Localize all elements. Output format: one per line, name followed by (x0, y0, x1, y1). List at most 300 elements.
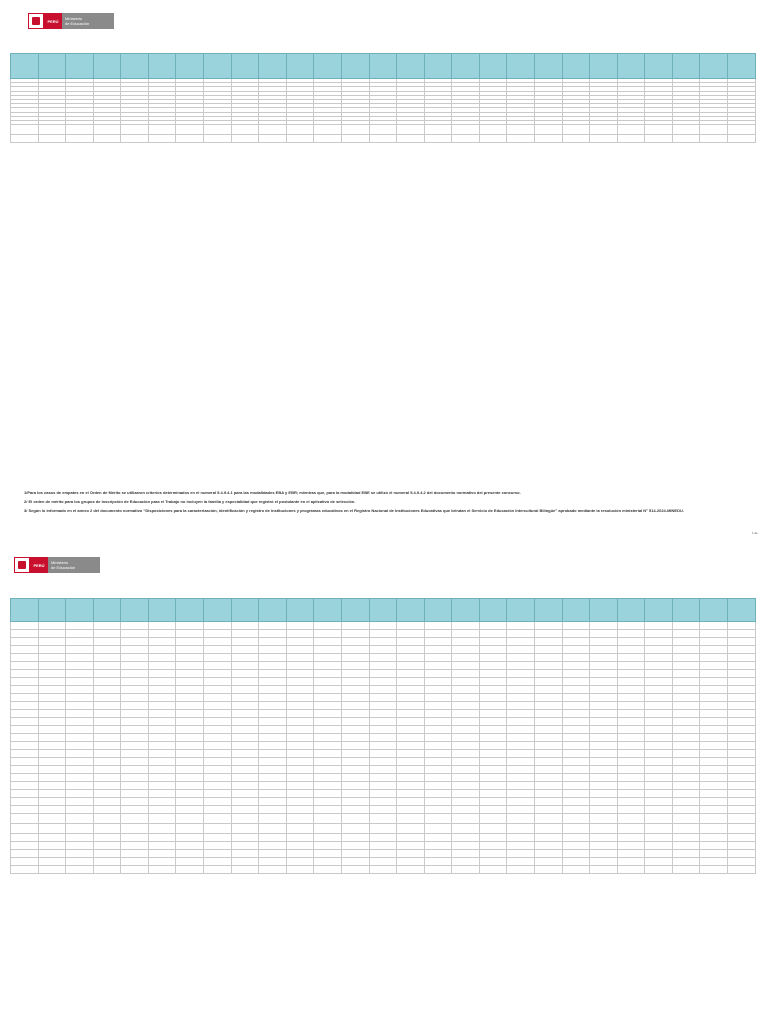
table-cell (148, 726, 176, 734)
table-cell (286, 678, 314, 686)
table-cell (507, 135, 535, 143)
table-cell (148, 718, 176, 726)
table-cell (590, 718, 618, 726)
table-cell (231, 766, 259, 774)
table-cell (204, 824, 232, 834)
table-cell (38, 806, 66, 814)
table-cell (479, 858, 507, 866)
table-cell (204, 686, 232, 694)
header-cell (286, 54, 314, 79)
table-cell (479, 726, 507, 734)
table-cell (728, 750, 756, 758)
table-cell (397, 790, 425, 798)
table-cell (397, 866, 425, 874)
header-cell (672, 54, 700, 79)
table-cell (286, 630, 314, 638)
table-cell (148, 866, 176, 874)
table-cell (562, 750, 590, 758)
table-cell (121, 766, 149, 774)
table-cell (204, 850, 232, 858)
table-cell (148, 782, 176, 790)
table-cell (341, 726, 369, 734)
table-cell (231, 702, 259, 710)
table-cell (286, 758, 314, 766)
table-cell (121, 630, 149, 638)
table-cell (286, 686, 314, 694)
table-cell (11, 858, 39, 866)
table-cell (38, 814, 66, 824)
header-cell (314, 599, 342, 622)
header-cell (259, 599, 287, 622)
table-cell (590, 758, 618, 766)
table-cell (314, 790, 342, 798)
table-cell (369, 638, 397, 646)
table-cell (452, 774, 480, 782)
table-cell (479, 806, 507, 814)
table-cell (397, 750, 425, 758)
table-cell (397, 742, 425, 750)
table-cell (176, 790, 204, 798)
table-cell (700, 782, 728, 790)
table-cell (314, 758, 342, 766)
header-cell (728, 599, 756, 622)
table-cell (11, 790, 39, 798)
table-cell (507, 646, 535, 654)
table-cell (38, 824, 66, 834)
table-cell (11, 726, 39, 734)
table-cell (38, 662, 66, 670)
table-cell (231, 694, 259, 702)
table-cell (314, 662, 342, 670)
table-cell (176, 670, 204, 678)
table-cell (369, 125, 397, 135)
table-cell (148, 710, 176, 718)
table-row (11, 718, 756, 726)
table-cell (231, 125, 259, 135)
table-cell (728, 814, 756, 824)
table-cell (38, 686, 66, 694)
table-cell (397, 850, 425, 858)
table-cell (452, 742, 480, 750)
table-cell (66, 670, 94, 678)
table-cell (700, 662, 728, 670)
table-cell (11, 125, 39, 135)
header-cell (645, 599, 673, 622)
table-cell (66, 630, 94, 638)
table-cell (286, 702, 314, 710)
table-cell (728, 638, 756, 646)
table-cell (286, 774, 314, 782)
table-cell (204, 858, 232, 866)
table-cell (176, 662, 204, 670)
peru-brand: PERÚ (44, 13, 62, 29)
table-cell (452, 750, 480, 758)
table-cell (231, 135, 259, 143)
table-cell (38, 766, 66, 774)
table-cell (479, 630, 507, 638)
table-cell (479, 678, 507, 686)
table-cell (11, 758, 39, 766)
table-cell (617, 702, 645, 710)
table-cell (176, 774, 204, 782)
table-cell (562, 790, 590, 798)
table-cell (672, 694, 700, 702)
table-cell (590, 638, 618, 646)
table-cell (38, 790, 66, 798)
table-cell (645, 766, 673, 774)
table-cell (534, 798, 562, 806)
table-cell (645, 858, 673, 866)
table-cell (562, 622, 590, 630)
header-cell (534, 54, 562, 79)
table-cell (148, 858, 176, 866)
table-cell (121, 866, 149, 874)
table-cell (259, 790, 287, 798)
table-cell (11, 814, 39, 824)
table-cell (286, 135, 314, 143)
table-cell (121, 834, 149, 842)
table-cell (562, 702, 590, 710)
header-cell (590, 599, 618, 622)
table-cell (121, 678, 149, 686)
table-cell (562, 646, 590, 654)
table-cell (672, 750, 700, 758)
table-row (11, 125, 756, 135)
table-cell (341, 125, 369, 135)
table-cell (93, 702, 121, 710)
table-cell (259, 750, 287, 758)
table-cell (479, 798, 507, 806)
table-cell (728, 834, 756, 842)
table-cell (479, 774, 507, 782)
table-cell (38, 850, 66, 858)
table-cell (369, 670, 397, 678)
table-cell (507, 662, 535, 670)
table-cell (397, 702, 425, 710)
table-cell (728, 866, 756, 874)
table-cell (700, 814, 728, 824)
table-cell (314, 750, 342, 758)
table-cell (617, 842, 645, 850)
table-cell (66, 622, 94, 630)
table-cell (231, 742, 259, 750)
table-cell (672, 824, 700, 834)
table-cell (93, 125, 121, 135)
table-cell (397, 718, 425, 726)
table-cell (617, 622, 645, 630)
table-cell (314, 850, 342, 858)
table-cell (231, 774, 259, 782)
table-cell (507, 622, 535, 630)
table-cell (38, 858, 66, 866)
table-cell (700, 718, 728, 726)
table-cell (672, 135, 700, 143)
table-row (11, 834, 756, 842)
table-cell (93, 858, 121, 866)
table-cell (424, 702, 452, 710)
table-cell (314, 702, 342, 710)
table-cell (672, 758, 700, 766)
table-cell (369, 734, 397, 742)
table-cell (341, 758, 369, 766)
table-cell (369, 766, 397, 774)
table-cell (452, 766, 480, 774)
table-cell (452, 662, 480, 670)
table-cell (66, 654, 94, 662)
table-cell (645, 866, 673, 874)
table-cell (424, 646, 452, 654)
table-cell (590, 646, 618, 654)
table-cell (424, 774, 452, 782)
table-cell (66, 806, 94, 814)
header-cell (700, 599, 728, 622)
table-cell (672, 834, 700, 842)
table-cell (176, 742, 204, 750)
table-cell (11, 734, 39, 742)
table-cell (38, 702, 66, 710)
table-cell (507, 694, 535, 702)
table-cell (617, 866, 645, 874)
table-cell (93, 622, 121, 630)
table-cell (11, 750, 39, 758)
table-cell (286, 694, 314, 702)
table-cell (314, 718, 342, 726)
table-cell (176, 782, 204, 790)
table-cell (452, 686, 480, 694)
table-row (11, 646, 756, 654)
table-cell (259, 638, 287, 646)
table-cell (507, 750, 535, 758)
table-cell (231, 750, 259, 758)
header-cell (562, 54, 590, 79)
table-cell (424, 662, 452, 670)
table-cell (424, 790, 452, 798)
header-cell (479, 54, 507, 79)
table-cell (314, 806, 342, 814)
table-cell (204, 742, 232, 750)
table-cell (176, 806, 204, 814)
table-cell (452, 622, 480, 630)
table-cell (479, 702, 507, 710)
table-cell (534, 710, 562, 718)
table-cell (176, 694, 204, 702)
table-cell (341, 866, 369, 874)
table-cell (645, 850, 673, 858)
header-cell (645, 54, 673, 79)
table-cell (507, 782, 535, 790)
table-cell (617, 758, 645, 766)
table-cell (176, 750, 204, 758)
table-cell (204, 734, 232, 742)
table-cell (286, 125, 314, 135)
table-cell (479, 782, 507, 790)
table-cell (93, 806, 121, 814)
table-cell (452, 842, 480, 850)
table-cell (148, 135, 176, 143)
table-cell (424, 125, 452, 135)
table-cell (204, 842, 232, 850)
table-cell (590, 750, 618, 758)
table-cell (700, 866, 728, 874)
table-cell (397, 135, 425, 143)
table-cell (672, 742, 700, 750)
table-cell (397, 646, 425, 654)
table-cell (590, 662, 618, 670)
table-cell (645, 806, 673, 814)
table-cell (479, 824, 507, 834)
table-cell (93, 750, 121, 758)
table-cell (314, 782, 342, 790)
table-cell (93, 678, 121, 686)
table-cell (507, 710, 535, 718)
table-cell (452, 866, 480, 874)
table-cell (231, 858, 259, 866)
table-cell (314, 135, 342, 143)
table-cell (176, 758, 204, 766)
header-cell (231, 54, 259, 79)
table-cell (66, 678, 94, 686)
table-cell (728, 678, 756, 686)
table-cell (424, 858, 452, 866)
table-cell (314, 824, 342, 834)
table-cell (590, 670, 618, 678)
header-cell (617, 54, 645, 79)
header-cell (590, 54, 618, 79)
table-cell (341, 686, 369, 694)
table-cell (314, 125, 342, 135)
table-cell (590, 702, 618, 710)
table-cell (314, 622, 342, 630)
table-cell (645, 726, 673, 734)
table-cell (314, 638, 342, 646)
table-cell (507, 670, 535, 678)
table-cell (617, 750, 645, 758)
table-cell (286, 790, 314, 798)
table-cell (562, 686, 590, 694)
table-cell (176, 638, 204, 646)
table-cell (424, 798, 452, 806)
table-cell (672, 686, 700, 694)
table-cell (590, 726, 618, 734)
table-cell (562, 798, 590, 806)
table-cell (700, 750, 728, 758)
table-cell (93, 726, 121, 734)
table-cell (148, 686, 176, 694)
header-cell (11, 54, 39, 79)
table-cell (590, 125, 618, 135)
table-cell (148, 850, 176, 858)
table-cell (93, 850, 121, 858)
table-cell (121, 710, 149, 718)
table-cell (617, 798, 645, 806)
table-cell (424, 758, 452, 766)
table-cell (176, 850, 204, 858)
table-cell (121, 790, 149, 798)
table-cell (231, 670, 259, 678)
table-cell (645, 646, 673, 654)
table-cell (38, 710, 66, 718)
table-cell (534, 726, 562, 734)
table-cell (341, 824, 369, 834)
table-cell (479, 694, 507, 702)
table-cell (424, 622, 452, 630)
table-cell (507, 866, 535, 874)
table-cell (452, 678, 480, 686)
table-cell (176, 686, 204, 694)
table-cell (286, 866, 314, 874)
header-cell (38, 54, 66, 79)
table-cell (314, 678, 342, 686)
table-cell (341, 654, 369, 662)
table-cell (534, 678, 562, 686)
table-cell (121, 726, 149, 734)
table-cell (148, 654, 176, 662)
table-cell (590, 734, 618, 742)
table-cell (148, 734, 176, 742)
table-cell (562, 850, 590, 858)
table-cell (121, 125, 149, 135)
table-cell (148, 646, 176, 654)
table-cell (148, 758, 176, 766)
table-cell (286, 750, 314, 758)
table-cell (204, 834, 232, 842)
table-cell (369, 866, 397, 874)
table-cell (286, 622, 314, 630)
table-cell (507, 734, 535, 742)
table-cell (341, 670, 369, 678)
table-cell (11, 842, 39, 850)
table-cell (700, 125, 728, 135)
table-cell (259, 734, 287, 742)
table-cell (728, 734, 756, 742)
table-cell (728, 710, 756, 718)
table-cell (231, 734, 259, 742)
table-cell (204, 782, 232, 790)
table-cell (231, 842, 259, 850)
table-cell (259, 686, 287, 694)
table-cell (645, 790, 673, 798)
table-cell (286, 638, 314, 646)
table-cell (121, 734, 149, 742)
table-cell (590, 774, 618, 782)
table-cell (479, 710, 507, 718)
table-cell (672, 662, 700, 670)
table-cell (148, 766, 176, 774)
header-cell (121, 54, 149, 79)
header-cell (369, 599, 397, 622)
table-cell (424, 726, 452, 734)
table-cell (341, 710, 369, 718)
table-cell (672, 726, 700, 734)
table-cell (645, 135, 673, 143)
table-cell (617, 858, 645, 866)
table-cell (672, 646, 700, 654)
table-cell (728, 790, 756, 798)
table-cell (728, 774, 756, 782)
table-cell (672, 710, 700, 718)
table-cell (231, 790, 259, 798)
table-cell (397, 842, 425, 850)
table-cell (534, 750, 562, 758)
table-cell (369, 750, 397, 758)
table-cell (341, 646, 369, 654)
table-cell (121, 686, 149, 694)
table-cell (507, 814, 535, 824)
table-cell (507, 125, 535, 135)
table-cell (534, 630, 562, 638)
table-cell (452, 734, 480, 742)
table-cell (507, 630, 535, 638)
